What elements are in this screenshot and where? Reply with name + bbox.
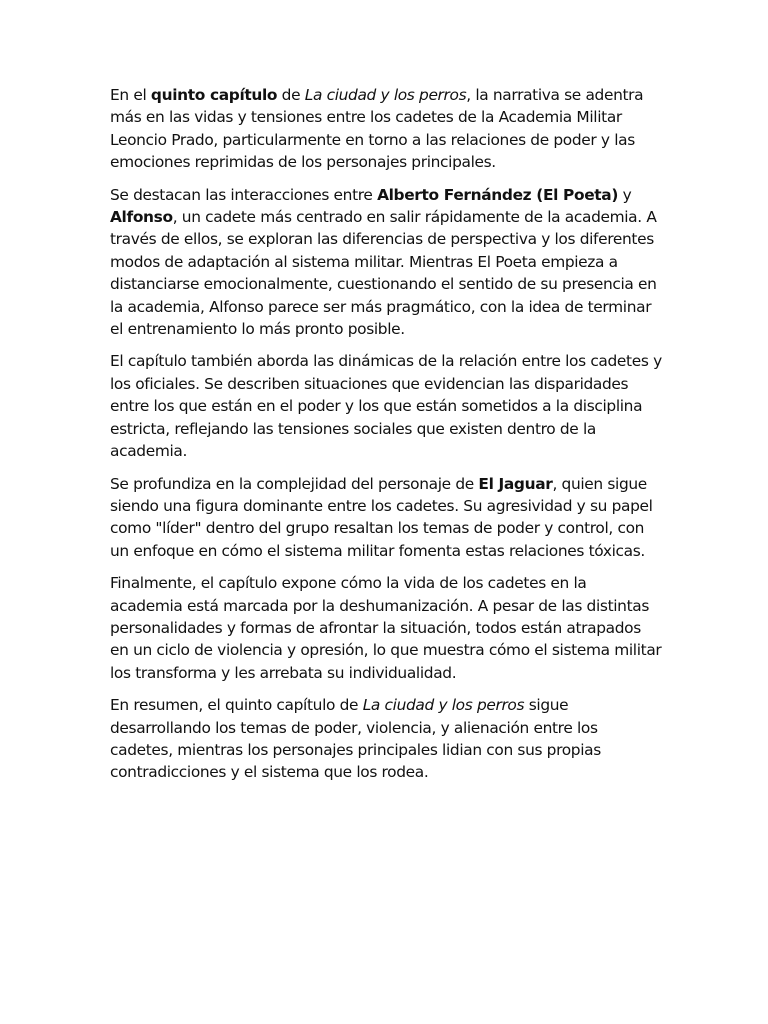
document-body [110,84,662,794]
text-run: Se profundiza en la complejidad del personaje de [110,474,479,493]
paragraph-3 [110,350,662,462]
text-run: En el [110,86,151,104]
text-run: y [618,185,632,204]
text-run: El capítulo también aborda las dinámicas de la relación entre los cadetes y los oficiales. Se describen situaciones que evidencian las disparidades entre los que están en el poder y los que están sometidos a la disciplina estricta, reflejando las tensiones sociales que existen dentro de la academia. [110,352,662,461]
text-run: de [277,86,305,104]
text-run: En resumen, el quinto capítulo de [110,696,363,715]
text-run: , quien sigue siendo una figura dominante entre los cadetes. Su agresividad y su papel como "líder" dentro del grupo resaltan los temas de poder y control, con un enfoque en cómo el sistema militar fomenta estas relaciones tóxicas. [110,474,653,560]
paragraph-4 [110,473,662,563]
text-run: , un cadete más centrado en salir rápidamente de la academia. A través de ellos, se exploran las diferencias de perspectiva y los diferentes modos de adaptación al sistema militar. Mientras El Poeta empieza a distanciarse emocionalmente, cuestionando el sentido de su presencia en la academia, Alfonso parece ser más pragmático, con la idea de terminar el entrenamiento lo más pronto posible. [110,208,657,339]
character-name: El Jaguar [478,474,553,493]
paragraph-2 [110,184,662,341]
text-run: sigue desarrollando los temas de poder, violencia, y alienación entre los cadetes, mientras los personajes principales lidian con sus propias contradicciones y el sistema que los rodea. [110,696,601,782]
text-run: Finalmente, el capítulo expone cómo la vida de los cadetes en la academia está marcada por la deshumanización. A pesar de las distintas personalidades y formas de afrontar la situación, todos están atrapados en un ciclo de violencia y opresión, lo que muestra cómo el sistema militar los transforma y les arrebata su individualidad. [110,574,662,682]
bold-run: quinto capítulo [150,86,278,104]
book-title: La ciudad y los perros [304,86,467,104]
character-name: Alfonso [110,208,173,227]
character-name: Alberto Fernández (El Poeta) [377,185,619,204]
text-run: , la narrativa se adentra más en las vidas y tensiones entre los cadetes de la Academia Militar Leoncio Prado, particularmente en torno a las relaciones de poder y las emociones reprimidas de los personajes principales. [110,86,644,172]
paragraph-1 [110,84,662,174]
paragraph-5 [110,572,662,684]
text-run: Se destacan las interacciones entre [110,185,378,204]
book-title: La ciudad y los perros [362,696,525,715]
paragraph-6 [110,694,662,784]
